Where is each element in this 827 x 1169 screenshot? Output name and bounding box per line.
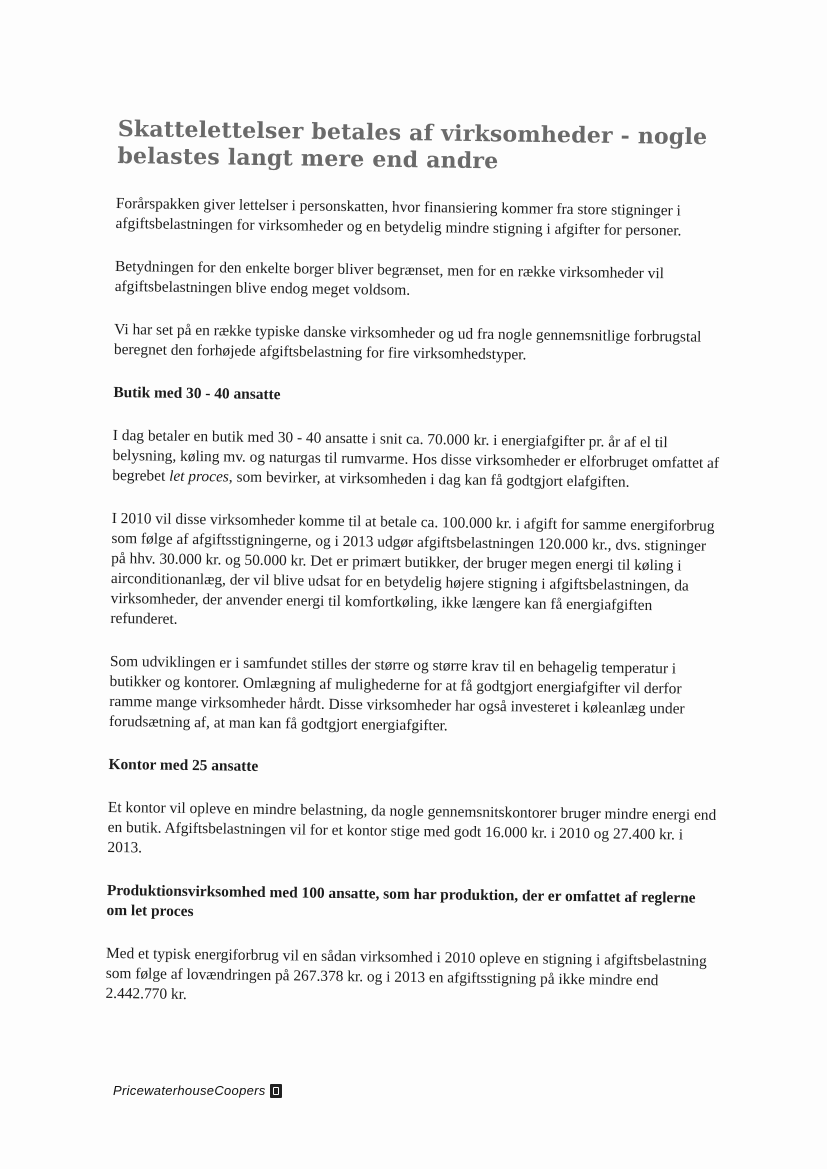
logo-text: PricewaterhouseCoopers — [113, 1083, 266, 1098]
company-logo — [113, 1083, 282, 1098]
butik-paragraph-2: I 2010 vil disse virksomheder komme til at betale ca. 100.000 kr. i afgift for samme energiforbrug som følge af afgiftsstigningerne, og i 2013 udgør afgiftsbelastningen 120.000 kr., dvs. stigninger på hhv. 30.000 kr. og 50.000 kr. Det er primært butikker, der bruger megen energi til køling i airconditionanlæg, der vil blive udsat for en betydelig højere stigning i afgiftsbelastningen, da virksomheder, der anvender energi til komfortkøling, ikke længere kan få energiafgiften refunderet. — [110, 509, 715, 628]
section-heading-produktion: Produktionsvirksomhed med 100 ansatte, som har produktion, der er omfattet af reglerne om let proces — [106, 881, 696, 921]
butik-paragraph-1 — [112, 426, 723, 494]
kontor-paragraph-1: Et kontor vil opleve en mindre belastning, da nogle gennemsnitskontorer bruger mindre energi end en butik. Afgiftsbelastningen vil for et kontor stige med godt 16.000 kr. i 2010 og 27.400 kr. i 2013. — [107, 798, 717, 857]
section-heading-kontor: Kontor med 25 ansatte — [108, 755, 259, 775]
intro-paragraph-2: Betydningen for den enkelte borger bliver begrænset, men for en række virksomheder vil afgiftsbelastningen blive endog meget voldsom. — [114, 257, 665, 299]
document-title: Skattelettelser betales af virksomheder - nogle belastes langt mere end andre — [117, 116, 708, 175]
produktion-paragraph-1: Med et typisk energiforbrug vil en sådan virksomhed i 2010 opleve en stigning i afgiftsbelastning som følge af lovændringen på 267.378 kr. og i 2013 en afgiftsstigning på ikke mindre end 2.442.770 kr. — [105, 944, 707, 1003]
document-body — [105, 194, 726, 1035]
section-heading-butik: Butik med 30 - 40 ansatte — [113, 383, 281, 404]
intro-paragraph-1: Forårspakken giver lettelser i personskatten, hvor finansiering kommer fra store stigninger i afgiftsbelastningen for virksomheder og en betydelig mindre stigning i afgifter for personer. — [115, 194, 682, 240]
butik-p1-text-a: I dag betaler en butik med 30 - 40 ansatte i snit ca. 70.000 kr. i energiafgifter pr. år af el til belysning, køling mv. og naturgas til rumvarme. Hos disse virksomheder er elforbruget omfattet af begrebet — [112, 426, 720, 485]
intro-paragraph-3: Vi har set på en række typiske danske virksomheder og ud fra nogle gennemsnitlige forbrugstal beregnet den forhøjede afgiftsbelastning for fire virksomhedstyper. — [113, 320, 702, 364]
butik-paragraph-3: Som udviklingen er i samfundet stilles der større og større krav til en behagelig temperatur i butikker og kontorer. Omlægning af mulighederne for at få godtgjort energiafgifter vil derfor ramme mange virksomheder hårdt. Disse virksomheder har også investeret i køleanlæg under forudsætning af, at man kan få godtgjort energiafgifter. — [108, 652, 685, 735]
butik-p1-text-b: , som bevirker, at virksomheden i dag kan få godtgjort elafgiften. — [228, 468, 630, 491]
let-proces-term: let proces — [169, 467, 229, 486]
pwc-mark-icon — [270, 1084, 282, 1098]
